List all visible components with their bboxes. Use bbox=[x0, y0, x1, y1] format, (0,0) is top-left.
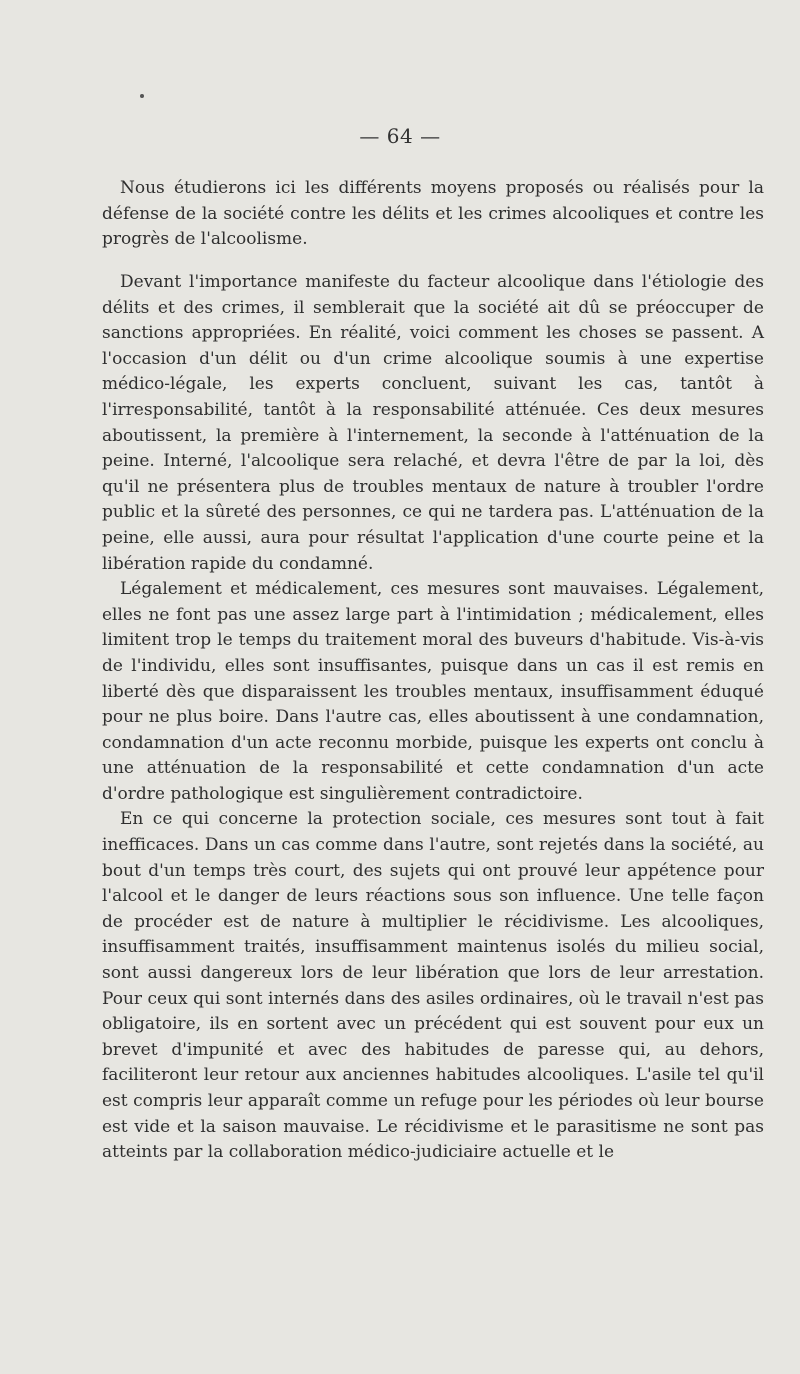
ink-speck bbox=[140, 94, 144, 98]
paragraph-3: Légalement et médicalement, ces mesures sont mauvaises. Légalement, elles ne font pas une assez large part à l'intimidation ; médicalement, elles limitent trop le temps du traitement moral des buveurs d'habitude. Vis-à-vis de l'individu, elles sont insuffisantes, puisque dans un cas il est remis en liberté dès que disparaissent les troubles mentaux, insuffisamment éduqué pour ne plus boire. Dans l'autre cas, elles aboutissent à une condamnation, condamnation d'un acte reconnu morbide, puisque les experts ont conclu à une atténuation de la responsabilité et cette condamnation d'un acte d'ordre pathologique est singulièrement contradictoire. bbox=[102, 579, 764, 804]
paragraph-1: Nous étudierons ici les différents moyens proposés ou réalisés pour la défense de la société contre les délits et les crimes alcooliques et contre les progrès de l'alcoolisme. bbox=[102, 178, 764, 250]
page-number: — 64 — bbox=[359, 124, 441, 148]
intro-paragraph-block bbox=[102, 176, 764, 253]
paragraph-2: Devant l'importance manifeste du facteur alcoolique dans l'étiologie des délits et des crimes, il semblerait que la société ait dû se préoccuper de sanctions appropriées. En réalité, voici comment les choses se passent. A l'occasion d'un délit ou d'un crime alcoolique soumis à une expertise médico-légale, les experts concluent, suivant les cas, tantôt à l'irresponsabilité, tantôt à la responsabilité atténuée. Ces deux mesures aboutissent, la première à l'internement, la seconde à l'atténuation de la peine. Interné, l'alcoolique sera relaché, et devra l'être de par la loi, dès qu'il ne présentera plus de troubles mentaux de nature à troubler l'ordre public et la sûreté des personnes, ce qui ne tardera pas. L'atténuation de la peine, elle aussi, aura pour résultat l'application d'une courte peine et la libération rapide du condamné. bbox=[102, 272, 764, 574]
paragraph-4: En ce qui concerne la protection sociale, ces mesures sont tout à fait inefficaces. Dans un cas comme dans l'autre, sont rejetés dans la société, au bout d'un temps très court, des sujets qui ont prouvé leur appétence pour l'alcool et le danger de leurs réactions sous son influence. Une telle façon de procéder est de nature à multiplier le récidivisme. Les alcooliques, insuffisamment traités, insuffisamment maintenus isolés du milieu social, sont aussi dangereux lors de leur libération que lors de leur arrestation. Pour ceux qui sont internés dans des asiles ordinaires, où le travail n'est pas obligatoire, ils en sortent avec un précédent qui est souvent pour eux un brevet d'impunité et avec des habitudes de paresse qui, au dehors, faciliteront leur retour aux anciennes habitudes alcooliques. L'asile tel qu'il est compris leur apparaît comme un refuge pour les périodes où leur bourse est vide et la saison mauvaise. Le récidivisme et le parasitisme ne sont pas atteints par la collaboration médico-judiciaire actuelle et le bbox=[102, 809, 764, 1163]
main-text-block bbox=[102, 270, 764, 1166]
